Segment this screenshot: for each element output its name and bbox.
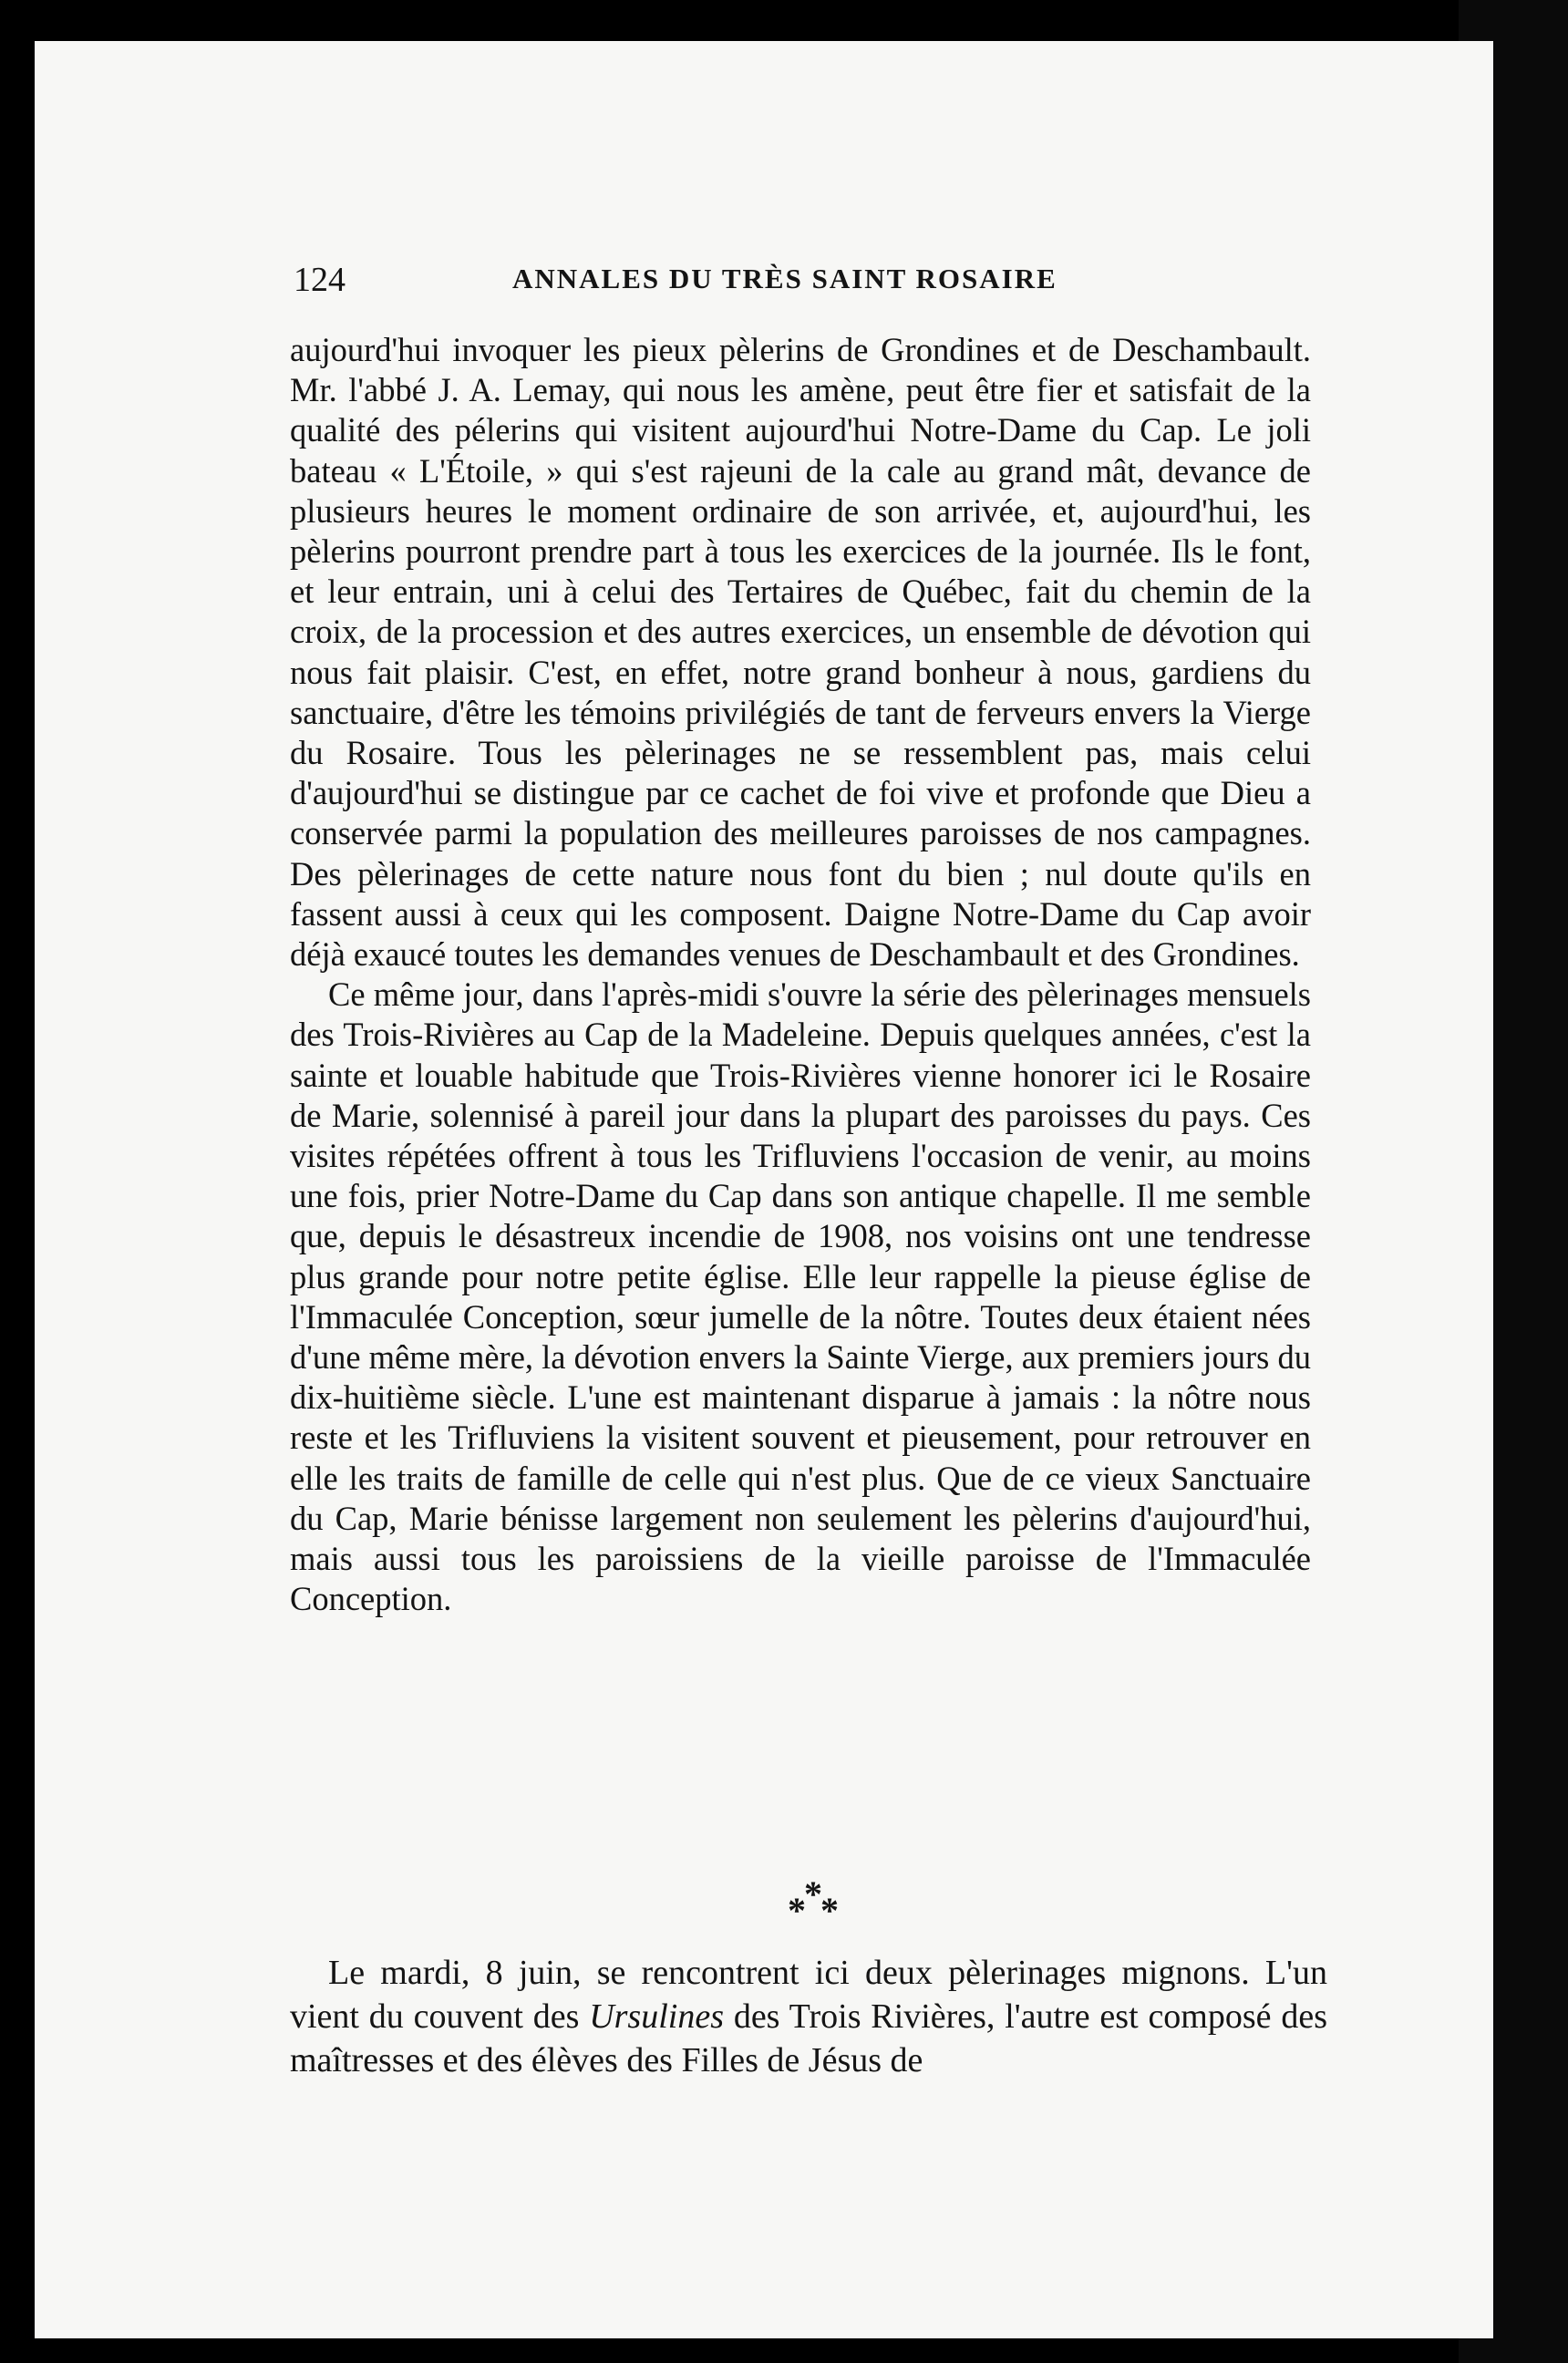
asterism-star-left: * [788,1890,806,1931]
paragraph-grondines: aujourd'hui invoquer les pieux pèlerins de Grondines et de Deschambault. Mr. l'abbé J. A. Lemay, qui nous les amène, peut être fier et satisfait de la qualité des pélerins qui visitent aujourd'hui Notre-Dame du Cap. Le joli bateau « L'Étoile, » qui s'est rajeuni de la cale au grand mât, devance de plusieurs heures le moment ordinaire de son arrivée, et, aujourd'hui, les pèlerins pourront prendre part à tous les exercices de la journée. Ils le font, et leur entrain, uni à celui des Tertaires de Québec, fait du chemin de la croix, de la procession et des autres exercices, un ensemble de dévotion qui nous fait plaisir. C'est, en effet, notre grand bonheur à nous, gardiens du sanctuaire, d'être les témoins privilégiés de tant de ferveurs envers la Vierge du Rosaire. Tous les pèlerinages ne se ressemblent pas, mais celui d'aujourd'hui se distingue par ce cachet de foi vive et profonde que Dieu a conservée parmi la population des meilleures paroisses de nos campagnes. Des pèlerinages de cette nature nous font du bien ; nul doute qu'ils en fassent aussi à ceux qui les composent. Daigne Notre-Dame du Cap avoir déjà exaucé toutes les demandes venues de Deschambault et des Grondines. [290,331,1311,974]
paragraph-8-juin-start: Le mardi, 8 juin, se rencontrent ici deux pèlerinages mignons. L'un vient du couvent des [290,1954,1327,2036]
asterism-star-top: * [804,1873,822,1914]
paragraph-8-juin [290,1951,1327,2082]
body-text [290,330,1311,1620]
asterism-separator [748,1869,875,1933]
ursulines-emphasis: Ursulines [589,1997,724,2036]
paragraph-8-juin-end: des Trois Rivières, l'autre est composé des maîtresses et des élèves des Filles de Jésus de [290,1997,1327,2079]
asterism-star-right: * [820,1890,839,1931]
page-number: 124 [294,261,346,299]
body-text-continued [290,1951,1327,2082]
running-title: ANNALES DU TRÈS SAINT ROSAIRE [512,263,1057,294]
paragraph-trois-rivieres: Ce même jour, dans l'après-midi s'ouvre la série des pèlerinages mensuels des Trois-Rivières au Cap de la Madeleine. Depuis quelques années, c'est la sainte et louable habitude que Trois-Rivières vienne honorer ici le Rosaire de Marie, solennisé à pareil jour dans la plupart des paroisses du pays. Ces visites répétées offrent à tous les Trifluviens l'occasion de venir, au moins une fois, prier Notre-Dame du Cap dans son antique chapelle. Il me semble que, depuis le désastreux incendie de 1908, nos voisins ont une tendresse plus grande pour notre petite église. Elle leur rappelle la pieuse église de l'Immaculée Conception, sœur jumelle de la nôtre. Toutes deux étaient nées d'une même mère, la dévotion envers la Sainte Vierge, aux premiers jours du dix-huitième siècle. L'une est maintenant disparue à jamais : la nôtre nous reste et les Trifluviens la visitent souvent et pieusement, pour retrouver en elle les traits de famille de celle qui n'est plus. Que de ce vieux Sanctuaire du Cap, Marie bénisse largement non seulement les pèlerins d'aujourd'hui, mais aussi tous les paroissiens de la vieille paroisse de l'Immaculée Conception. [290,975,1312,1618]
page-header [294,260,1333,305]
